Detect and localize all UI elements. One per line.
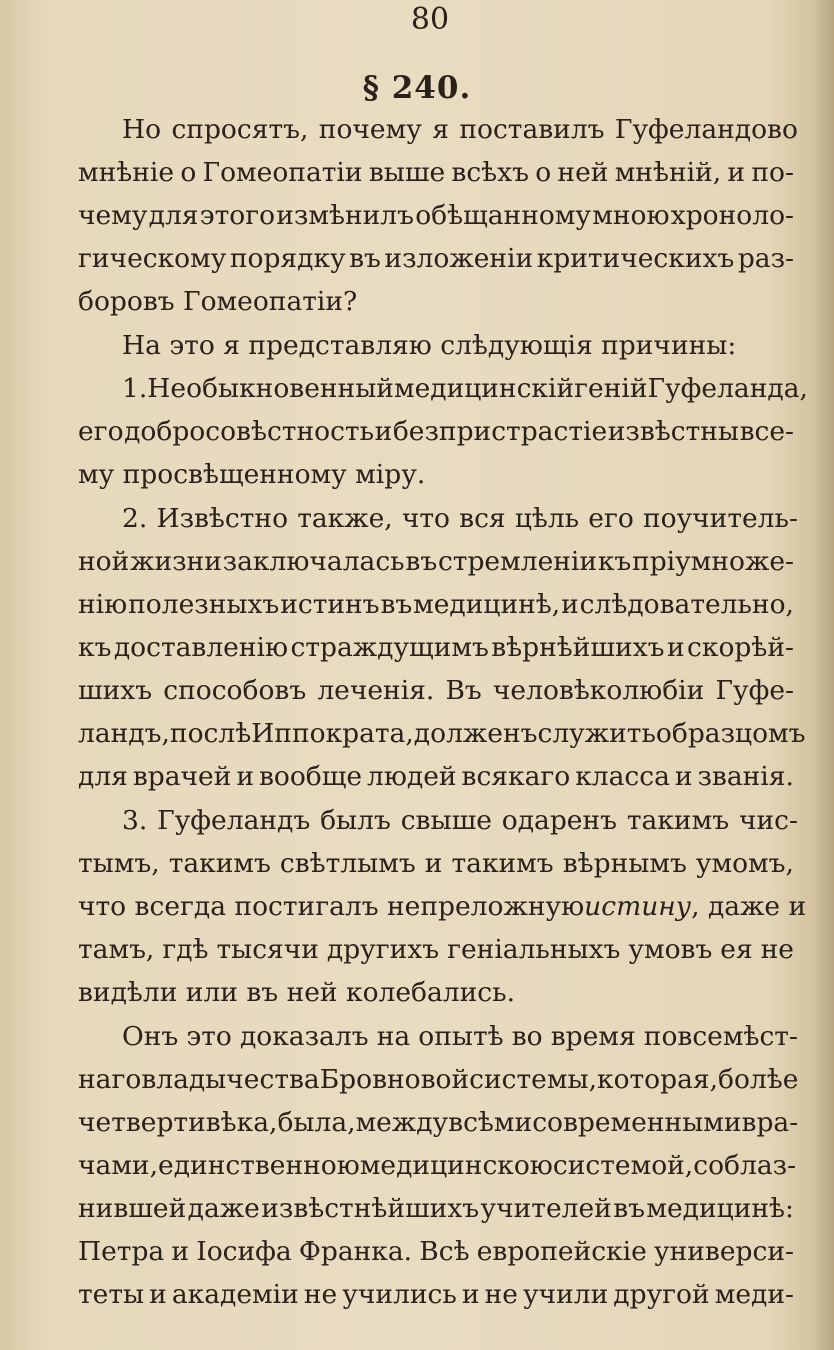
word: заключалась xyxy=(222,546,405,577)
word: не xyxy=(760,934,794,965)
word: одаренъ xyxy=(501,805,618,836)
word: владычества xyxy=(141,1064,320,1095)
word: 1. xyxy=(122,373,148,404)
word: къ xyxy=(78,632,112,663)
word: мнѣній, xyxy=(614,157,722,188)
word: Гуфеландово xyxy=(614,114,798,145)
word: теты xyxy=(78,1279,145,1310)
word: Петра xyxy=(78,1236,165,1267)
word: людей xyxy=(367,761,457,792)
word: извѣстны xyxy=(607,416,739,447)
word: чами, xyxy=(78,1150,159,1181)
word: такимъ xyxy=(168,848,271,879)
section-heading: § 240. xyxy=(362,70,472,106)
word: въ xyxy=(613,1193,645,1224)
word: истинъ xyxy=(280,589,380,620)
word: свѣтлымъ xyxy=(279,848,416,879)
word: страждущимъ xyxy=(290,632,489,663)
word: измѣнилъ xyxy=(276,200,414,231)
word: была, xyxy=(277,1107,356,1138)
word: и xyxy=(149,1279,167,1310)
word: системы, xyxy=(469,1064,597,1095)
text-line: му просвѣщенному міру. xyxy=(78,459,426,490)
text-line xyxy=(78,1187,794,1230)
text-line xyxy=(122,799,798,842)
word: болѣе xyxy=(718,1064,799,1095)
word: и xyxy=(674,761,693,792)
text-line: боровъ Гомеопатіи? xyxy=(78,286,358,317)
text-line xyxy=(78,928,794,971)
word: вся xyxy=(459,503,506,534)
text-line xyxy=(78,885,807,928)
word: долженъ xyxy=(413,718,538,749)
text-line xyxy=(122,367,808,410)
word: класса xyxy=(575,761,670,792)
word: тамъ, xyxy=(78,934,155,965)
word: человѣколюбіи xyxy=(492,675,705,706)
word: мнѣніе xyxy=(78,157,175,188)
text-line xyxy=(78,540,794,583)
word: полезныхъ xyxy=(128,589,280,620)
word: званія. xyxy=(697,761,794,792)
text-line xyxy=(78,842,794,885)
word: я xyxy=(432,114,449,145)
word: Но xyxy=(122,114,162,145)
word: наго xyxy=(78,1064,142,1095)
text-segment: , даже и xyxy=(691,891,807,922)
word: европейскіе xyxy=(476,1236,647,1267)
word: слѣдовательно, xyxy=(579,589,794,620)
word: гдѣ xyxy=(162,934,209,965)
text-line xyxy=(78,712,806,755)
word: Гуфеланда, xyxy=(647,373,808,404)
word: и xyxy=(727,157,746,188)
word: соблаз- xyxy=(693,1150,797,1181)
word: для xyxy=(78,761,128,792)
word: вра- xyxy=(741,1107,799,1138)
page-number: 80 xyxy=(410,2,450,37)
word: послѣ xyxy=(169,718,252,749)
word: и xyxy=(424,848,443,879)
word: Всѣ xyxy=(419,1236,470,1267)
word: такимъ xyxy=(451,848,554,879)
text-line xyxy=(78,194,794,237)
text-line xyxy=(78,583,794,626)
text-line xyxy=(78,1230,794,1273)
word: свыше xyxy=(400,805,492,836)
word: медицинѣ: xyxy=(646,1193,794,1224)
text-line xyxy=(122,108,798,151)
word: и xyxy=(236,761,254,792)
word: врачей xyxy=(132,761,232,792)
word: 3. xyxy=(122,805,148,836)
word: медицинскій xyxy=(393,373,575,404)
word: нившей xyxy=(78,1193,187,1224)
word: Онъ xyxy=(122,1021,179,1052)
word: и xyxy=(461,1279,480,1310)
word: по- xyxy=(751,157,794,188)
word: безпристрастіе xyxy=(392,416,608,447)
word: медицинѣ, xyxy=(413,589,561,620)
text-line xyxy=(78,755,794,798)
word: Бровновой xyxy=(319,1064,470,1095)
word: поставилъ xyxy=(459,114,605,145)
word: его xyxy=(588,503,634,534)
word: вѣрнымъ xyxy=(562,848,687,879)
word: для xyxy=(148,200,199,231)
word: опытѣ xyxy=(418,1021,504,1052)
text-line xyxy=(78,669,794,712)
word: скорѣй- xyxy=(687,632,794,663)
word: чему xyxy=(78,200,148,231)
word: жизни xyxy=(130,546,222,577)
word: Гуфеландъ xyxy=(157,805,311,836)
word: всѣхъ xyxy=(451,157,529,188)
word: что xyxy=(401,503,451,534)
word: его xyxy=(78,416,124,447)
word: современными xyxy=(532,1107,742,1138)
text-line xyxy=(122,1015,798,1058)
word: Извѣстно xyxy=(156,503,289,534)
text-line xyxy=(78,410,794,453)
word: гическому xyxy=(78,243,227,274)
word: не xyxy=(484,1279,518,1310)
word: это xyxy=(186,1021,232,1052)
word: нію xyxy=(78,589,128,620)
page-edge-shadow xyxy=(812,0,834,1350)
word: геніальныхъ xyxy=(447,934,621,965)
text-line xyxy=(78,1058,799,1101)
word: хроноло- xyxy=(670,200,794,231)
word: во xyxy=(511,1021,543,1052)
word: доказалъ xyxy=(239,1021,369,1052)
text-line xyxy=(78,1101,799,1144)
word: леченія. xyxy=(317,675,435,706)
word: также, xyxy=(297,503,393,534)
word: меди- xyxy=(714,1279,794,1310)
emphasized-word: истину xyxy=(584,891,692,922)
text-line xyxy=(78,237,794,280)
text-line xyxy=(78,1273,794,1316)
word: ея xyxy=(720,934,753,965)
word: о xyxy=(180,157,197,188)
word: умомъ, xyxy=(695,848,794,879)
word: все- xyxy=(739,416,794,447)
word: чис- xyxy=(738,805,798,836)
word: Иппократа, xyxy=(251,718,414,749)
text-segment xyxy=(584,885,806,928)
text-line: видѣли или въ ней колебались. xyxy=(78,977,515,1008)
word: способовъ xyxy=(163,675,307,706)
word: раз- xyxy=(737,243,794,274)
word: мною xyxy=(592,200,670,231)
word: даже xyxy=(187,1193,260,1224)
word: медицинскою xyxy=(359,1150,553,1181)
word: умовъ xyxy=(628,934,713,965)
word: этого xyxy=(199,200,276,231)
word: вѣка, xyxy=(205,1107,278,1138)
word: ной xyxy=(78,546,130,577)
word: выше xyxy=(368,157,446,188)
word: единственною xyxy=(158,1150,360,1181)
word: въ xyxy=(349,243,381,274)
word: шихъ xyxy=(78,675,153,706)
word: универси- xyxy=(654,1236,794,1267)
word: геній xyxy=(574,373,648,404)
text-line xyxy=(78,151,794,194)
word: учились xyxy=(342,1279,457,1310)
word: образцомъ xyxy=(655,718,806,749)
word: на xyxy=(376,1021,411,1052)
word: которая, xyxy=(597,1064,719,1095)
word: тысячи xyxy=(216,934,319,965)
text-line xyxy=(78,1144,797,1187)
word: всѣми xyxy=(448,1107,533,1138)
word: вообще xyxy=(258,761,363,792)
word: учителей xyxy=(480,1193,612,1224)
word: стремленіи xyxy=(437,546,598,577)
word: такимъ xyxy=(626,805,730,836)
word: цѣль xyxy=(514,503,580,534)
word: вѣрнѣйшихъ xyxy=(491,632,665,663)
word: другой xyxy=(613,1279,710,1310)
word: спросятъ, xyxy=(171,114,309,145)
word: ландъ, xyxy=(78,718,170,749)
word: доставленію xyxy=(113,632,289,663)
word: другихъ xyxy=(326,934,440,965)
word: и xyxy=(374,416,393,447)
word: обѣщанному xyxy=(415,200,592,231)
word: былъ xyxy=(320,805,391,836)
word: къ xyxy=(597,546,632,577)
word: критическихъ xyxy=(536,243,735,274)
word: добросовѣстность xyxy=(124,416,374,447)
text-segment: что всегда постигалъ непреложную xyxy=(78,891,585,922)
word: Гомеопатіи xyxy=(202,157,363,188)
word: не xyxy=(303,1279,338,1310)
word: Іосифа xyxy=(196,1236,292,1267)
word: и xyxy=(666,632,685,663)
word: поучитель- xyxy=(642,503,798,534)
word: извѣстнѣйшихъ xyxy=(261,1193,480,1224)
word: всякаго xyxy=(461,761,571,792)
word: повсемѣст- xyxy=(643,1021,798,1052)
word: изложеніи xyxy=(384,243,534,274)
text-line xyxy=(78,626,794,669)
word: тымъ, xyxy=(78,848,160,879)
word: и xyxy=(561,589,579,620)
text-line xyxy=(122,497,798,540)
word: почему xyxy=(318,114,422,145)
word: системой, xyxy=(552,1150,694,1181)
word: между xyxy=(355,1107,449,1138)
word: и xyxy=(171,1236,190,1267)
word: 2. xyxy=(122,503,148,534)
word: четверти xyxy=(78,1107,206,1138)
text-line: На это я представляю слѣдующія причины: xyxy=(122,330,737,361)
word: Необыкновенный xyxy=(147,373,394,404)
word: порядку xyxy=(229,243,346,274)
word: о xyxy=(535,157,552,188)
word: въ xyxy=(405,546,438,577)
word: учили xyxy=(522,1279,609,1310)
word: ней xyxy=(557,157,609,188)
word: Франка. xyxy=(298,1236,413,1267)
word: пріумноже- xyxy=(632,546,794,577)
word: академіи xyxy=(171,1279,299,1310)
word: служить xyxy=(537,718,656,749)
word: Въ xyxy=(445,675,482,706)
word: время xyxy=(550,1021,636,1052)
word: Гуфе- xyxy=(715,675,794,706)
word: въ xyxy=(380,589,413,620)
